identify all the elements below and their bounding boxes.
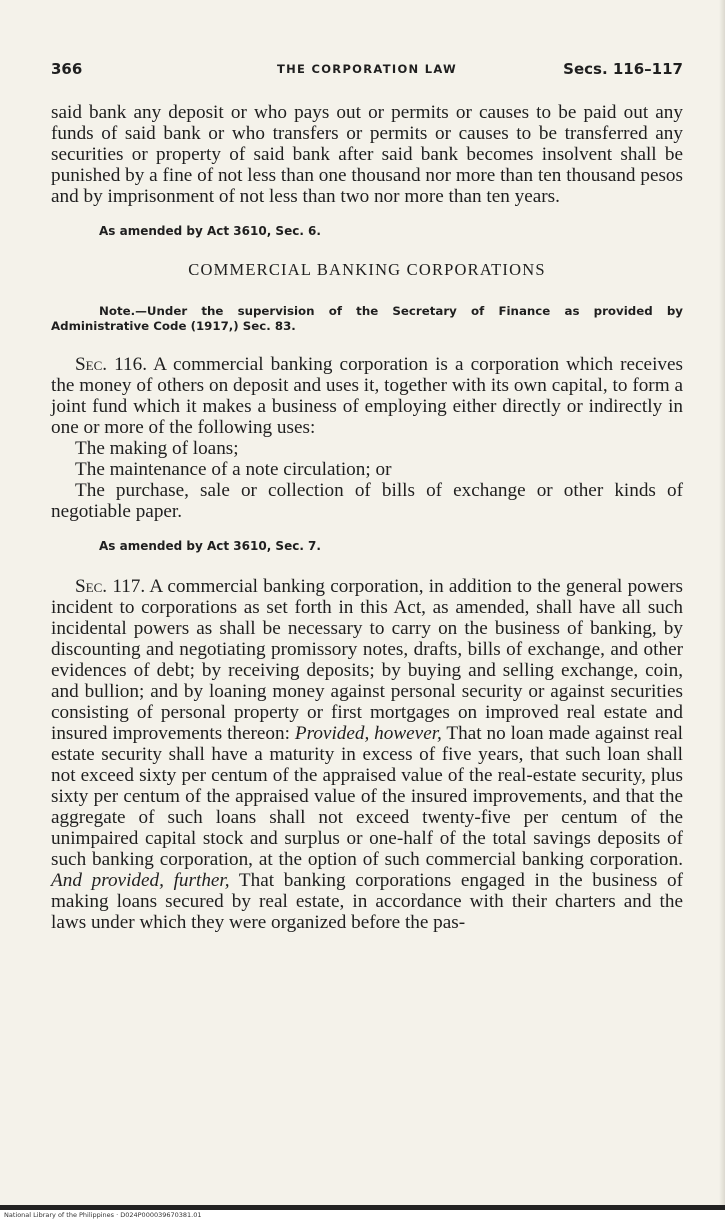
section-117-label: Sec. 117. <box>75 576 146 597</box>
section-116 <box>51 354 683 522</box>
section-116-use-3: The purchase, sale or collection of bills of exchange or other kinds of negotiable paper. <box>51 480 683 522</box>
editorial-note: Note.—Under the supervision of the Secretary of Finance as provided by Administrative Code (1917,) Sec. 83. <box>51 304 683 333</box>
continuation-paragraph: said bank any deposit or who pays out or permits or causes to be paid out any funds of said bank or who transfers or permits or causes to be transferred any securities or property of said bank after said bank becomes insolvent shall be punished by a fine of not less than one thousand nor more than ten thousand pesos and by imprisonment of not less than two nor more than ten years. <box>51 102 683 207</box>
section-117-proviso-2: And provided, further, <box>51 870 230 891</box>
section-117 <box>51 576 683 933</box>
section-116-paragraph <box>51 354 683 438</box>
section-116-text: A commercial banking corporation is a corporation which receives the money of others on deposit and uses it, together with its own capital, to form a joint fund which it makes a business of employing either directly or indirectly in one or more of the following uses: <box>51 354 683 438</box>
scan-footer-label: National Library of the Philippines · D024P000039670381.01 <box>4 1211 202 1219</box>
page-edge-shadow <box>719 0 725 1210</box>
section-116-use-1: The making of loans; <box>75 438 239 459</box>
amendment-note-sec-115: As amended by Act 3610, Sec. 6. <box>99 224 321 238</box>
section-116-use-2: The maintenance of a note circulation; or <box>75 459 392 480</box>
section-117-paragraph <box>51 576 683 933</box>
section-116-label: Sec. 116. <box>75 354 148 375</box>
running-title: THE CORPORATION LAW <box>276 62 458 76</box>
page-header <box>51 60 683 84</box>
page-body <box>51 102 683 933</box>
sections-reference: Secs. 116–117 <box>563 60 683 78</box>
page-number: 366 <box>51 60 83 78</box>
section-heading: COMMERCIAL BANKING CORPORATIONS <box>188 260 546 279</box>
section-117-text-2: That no loan made against real estate security shall have a maturity in excess of five years, that such loan shall not exceed sixty per centum of the appraised value of the real-estate security, plus sixty per centum of the appraised value of the insured improvements, and that the aggregate of such loans shall not exceed twenty-five per centum of the unimpaired capital stock and surplus or one-half of the total savings deposits of such banking corporation, at the option of such commercial banking corporation. <box>51 723 683 870</box>
section-117-proviso-1: Provided, however, <box>294 723 442 744</box>
amendment-note-sec-116: As amended by Act 3610, Sec. 7. <box>99 539 321 553</box>
section-117-text-1: A commercial banking corporation, in addition to the general powers incident to corporations as set forth in this Act, as amended, shall have all such incidental powers as shall be necessary to carry on the business of banking, by discounting and negotiating promissory notes, drafts, bills of exchange, and other evidences of debt; by receiving deposits; by buying and selling exchange, coin, and bullion; and by loaning money against personal security or against securities consisting of personal property or first mortgages on improved real estate and insured improvements thereon: <box>51 576 683 744</box>
section-117-text-3: That banking corporations engaged in the business of making loans secured by real estate, in accordance with their charters and the laws under which they were organized before the pas- <box>51 870 684 933</box>
